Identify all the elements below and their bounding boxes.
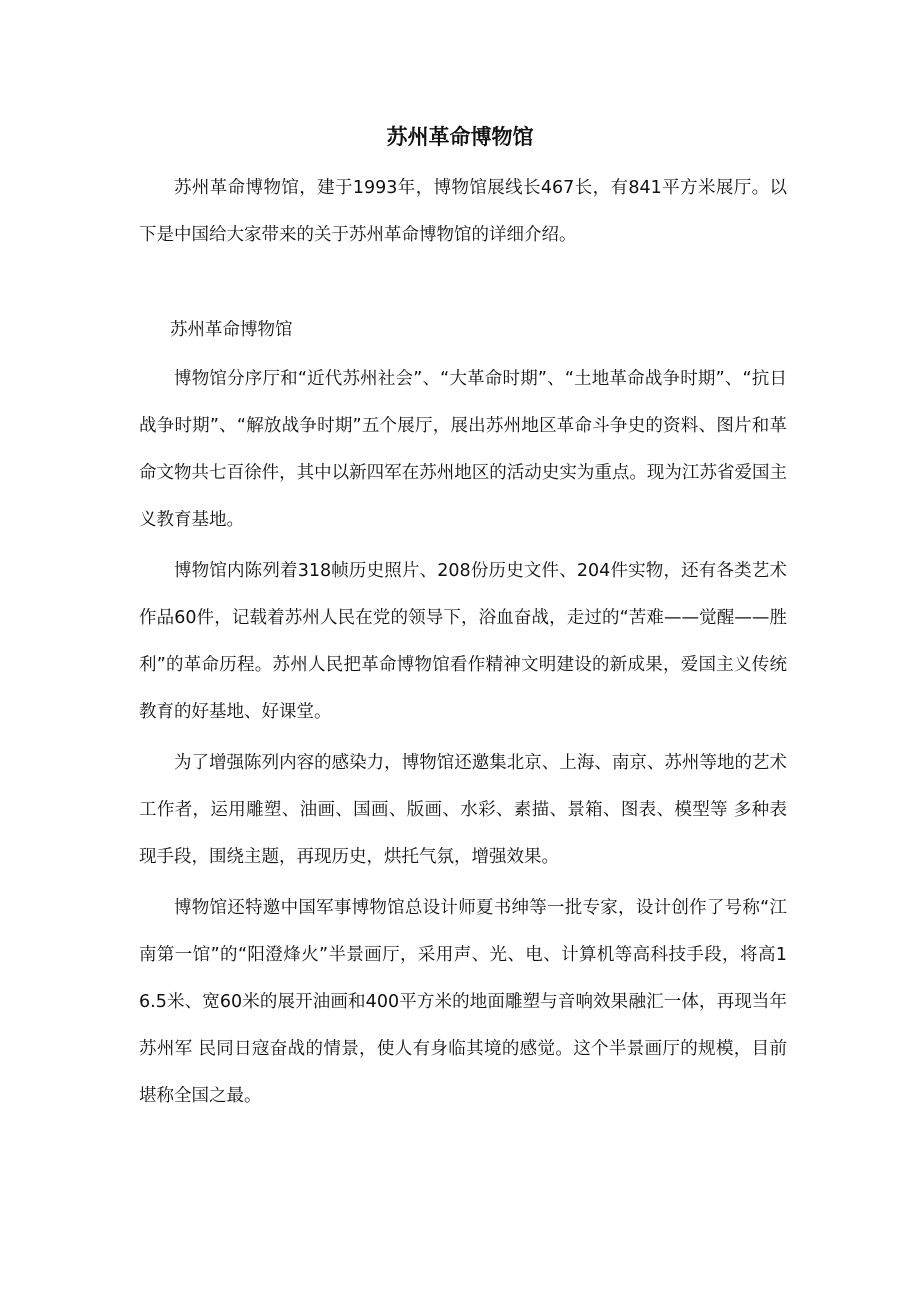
document-title: 苏州革命博物馆	[386, 125, 534, 149]
section-heading: 苏州革命博物馆	[170, 320, 293, 340]
body-paragraph: 博物馆还特邀中国军事博物馆总设计师夏书绅等一批专家，设计创作了号称“江南第一馆”的“阳澄烽火”半景画厅，采用声、光、电、计算机等高科技手段，将高16.5米、宽60米的展开油画和400平方米的地面雕塑与音响效果融汇一体，再现当年苏州军 民同日寇奋战的情景，使人有身临其境的感觉。这个半景画厅的规模，目前堪称全国之最。	[139, 898, 787, 1106]
body-paragraph: 为了增强陈列内容的感染力，博物馆还邀集北京、上海、南京、苏州等地的艺术工作者，运用雕塑、油画、国画、版画、水彩、素描、景箱、图表、模型等 多种表现手段，围绕主题，再现历史，烘托气氛，增强效果。	[139, 753, 787, 867]
body-paragraph: 博物馆分序厅和“近代苏州社会”、“大革命时期”、“土地革命战争时期”、“抗日战争时期”、“解放战争时期”五个展厅，展出苏州地区革命斗争史的资料、图片和革命文物共七百徐件，其中以新四军在苏州地区的活动史实为重点。现为江苏省爱国主义教育基地。	[139, 369, 787, 530]
body-paragraph: 博物馆内陈列着318帧历史照片、208份历史文件、204件实物，还有各类艺术作品60件，记载着苏州人民在党的领导下，浴血奋战，走过的“苦难——觉醒——胜利”的革命历程。苏州人民把革命博物馆看作精神文明建设的新成果，爱国主义传统教育的好基地、好课堂。	[139, 561, 787, 722]
intro-paragraph: 苏州革命博物馆，建于1993年，博物馆展线长467长，有841平方米展厅。以下是中国给大家带来的关于苏州革命博物馆的详细介绍。	[139, 178, 787, 245]
